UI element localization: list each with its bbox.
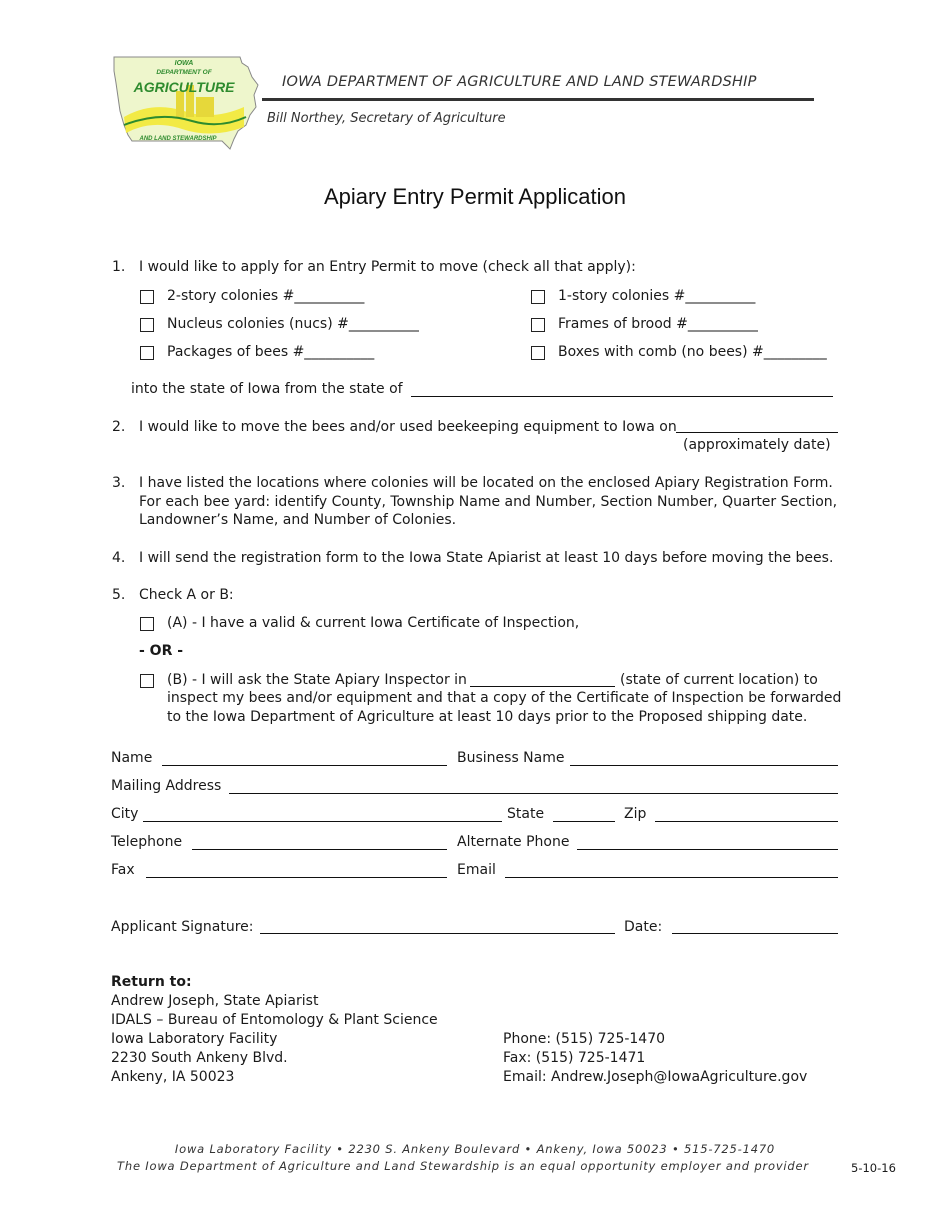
mailing-address-field[interactable]	[229, 793, 838, 794]
footer-eoe: The Iowa Department of Agriculture and Land Stewardship is an equal opportunity employer and provider	[117, 1159, 809, 1173]
alternate-phone-label: Alternate Phone	[457, 834, 570, 850]
city-field[interactable]	[143, 821, 502, 822]
date-field[interactable]	[672, 933, 838, 934]
item-5-number: 5.	[112, 587, 126, 603]
department-logo	[112, 55, 260, 151]
option-b-text-start: (B) - I will ask the State Apiary Inspector in	[167, 672, 467, 688]
logo-iowa-text: IOWA	[174, 60, 194, 67]
checkbox-option-a[interactable]	[140, 617, 154, 631]
checkbox-nucleus-colonies[interactable]	[140, 318, 154, 332]
zip-field[interactable]	[655, 821, 838, 822]
mailing-address-label: Mailing Address	[111, 778, 222, 794]
item-3-line-1: I have listed the locations where colonies will be located on the enclosed Apiary Registration Form.	[139, 475, 833, 491]
email-label: Email	[457, 862, 496, 878]
checkbox-1-story-colonies[interactable]	[531, 290, 545, 304]
origin-state-label: into the state of Iowa from the state of	[131, 381, 403, 397]
state-field[interactable]	[553, 821, 615, 822]
name-field[interactable]	[162, 765, 447, 766]
item-4-number: 4.	[112, 550, 126, 566]
email-field[interactable]	[505, 877, 838, 878]
return-to-line: Andrew Joseph, State Apiarist	[111, 993, 319, 1009]
date-label: Date:	[624, 919, 663, 935]
business-name-label: Business Name	[457, 750, 565, 766]
contact-fax: Fax: (515) 725-1471	[503, 1050, 646, 1066]
inspector-state-field[interactable]	[470, 686, 615, 687]
origin-state-field[interactable]	[411, 396, 833, 397]
checkbox-packages-of-bees[interactable]	[140, 346, 154, 360]
zip-label: Zip	[624, 806, 647, 822]
item-4-text: I will send the registration form to the Iowa State Apiarist at least 10 days before moving the bees.	[139, 550, 834, 566]
secretary-name: Bill Northey, Secretary of Agriculture	[267, 111, 506, 126]
return-to-line: IDALS – Bureau of Entomology & Plant Science	[111, 1012, 438, 1028]
city-label: City	[111, 806, 139, 822]
item-3-number: 3.	[112, 475, 126, 491]
logo-agriculture-text: AGRICULTURE	[133, 79, 235, 95]
page-title: Apiary Entry Permit Application	[323, 184, 627, 209]
checkbox-option-b[interactable]	[140, 674, 154, 688]
name-label: Name	[111, 750, 153, 766]
item-3-line-2: For each bee yard: identify County, Township Name and Number, Section Number, Quarter Section,	[139, 494, 838, 510]
logo-stewardship-text: AND LAND STEWARDSHIP	[139, 136, 217, 142]
fax-label: Fax	[111, 862, 135, 878]
business-name-field[interactable]	[570, 765, 838, 766]
option-2-story-colonies: 2-story colonies #__________	[167, 288, 365, 304]
header-rule	[262, 98, 814, 101]
option-b-line-3: to the Iowa Department of Agriculture at least 10 days prior to the Proposed shipping date.	[167, 709, 808, 725]
option-nucleus-colonies: Nucleus colonies (nucs) #__________	[167, 316, 419, 332]
or-separator: - OR -	[139, 643, 184, 659]
move-date-note: (approximately date)	[683, 437, 831, 453]
option-b-line-2: inspect my bees and/or equipment and that a copy of the Certificate of Inspection be forwarded	[167, 690, 842, 706]
footer-address: Iowa Laboratory Facility • 2230 S. Ankeny Boulevard • Ankeny, Iowa 50023 • 515-725-1470	[174, 1142, 776, 1156]
option-1-story-colonies: 1-story colonies #__________	[558, 288, 756, 304]
contact-phone: Phone: (515) 725-1470	[503, 1031, 666, 1047]
telephone-label: Telephone	[111, 834, 183, 850]
checkbox-boxes-with-comb[interactable]	[531, 346, 545, 360]
logo-barn	[196, 97, 214, 117]
signature-field[interactable]	[260, 933, 615, 934]
return-to-line: Iowa Laboratory Facility	[111, 1031, 278, 1047]
telephone-field[interactable]	[192, 849, 447, 850]
move-date-field[interactable]	[676, 432, 838, 433]
option-boxes-with-comb: Boxes with comb (no bees) #_________	[558, 344, 827, 360]
checkbox-2-story-colonies[interactable]	[140, 290, 154, 304]
contact-email: Email: Andrew.Joseph@IowaAgriculture.gov	[503, 1069, 808, 1085]
return-to-heading: Return to:	[111, 974, 192, 990]
fax-field[interactable]	[146, 877, 447, 878]
item-1-number: 1.	[112, 259, 126, 275]
item-5-text: Check A or B:	[139, 587, 234, 603]
department-name: IOWA DEPARTMENT OF AGRICULTURE AND LAND STEWARDSHIP	[282, 74, 757, 90]
checkbox-frames-of-brood[interactable]	[531, 318, 545, 332]
alternate-phone-field[interactable]	[577, 849, 838, 850]
item-1-text: I would like to apply for an Entry Permit to move (check all that apply):	[139, 259, 636, 275]
return-to-line: 2230 South Ankeny Blvd.	[111, 1050, 288, 1066]
item-3-line-3: Landowner’s Name, and Number of Colonies.	[139, 512, 457, 528]
return-to-line: Ankeny, IA 50023	[111, 1069, 235, 1085]
signature-label: Applicant Signature:	[111, 919, 254, 935]
state-label: State	[507, 806, 545, 822]
item-2-text: I would like to move the bees and/or used beekeeping equipment to Iowa on	[139, 419, 677, 435]
form-revision-date: 5-10-16	[851, 1161, 896, 1175]
option-b-text-end: (state of current location) to	[620, 672, 818, 688]
logo-dept-text: DEPARTMENT OF	[156, 69, 212, 76]
item-2-number: 2.	[112, 419, 126, 435]
option-packages-of-bees: Packages of bees #__________	[167, 344, 375, 360]
option-frames-of-brood: Frames of brood #__________	[558, 316, 758, 332]
option-a-text: (A) - I have a valid & current Iowa Certificate of Inspection,	[167, 615, 580, 631]
